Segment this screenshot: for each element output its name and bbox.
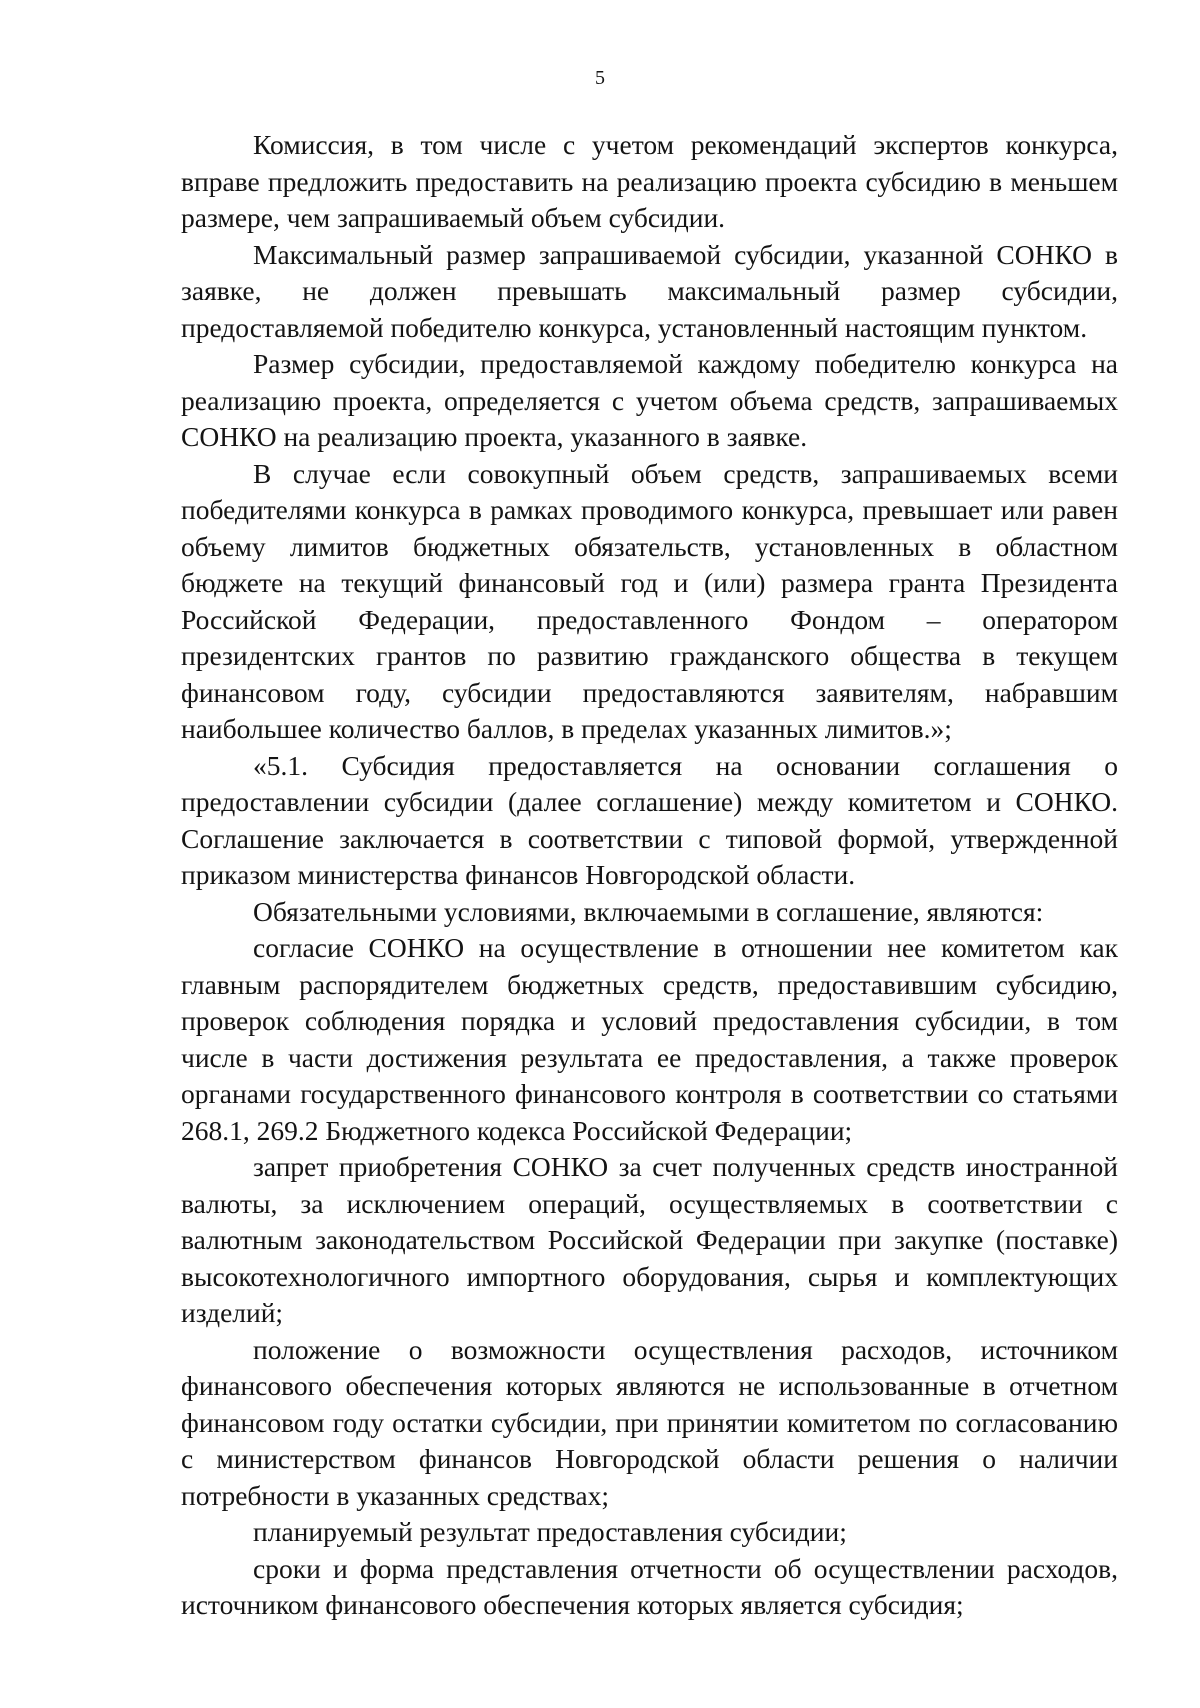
paragraph-mandatory-conditions: Обязательными условиями, включаемыми в соглашение, являются: <box>253 895 1044 927</box>
paragraph-maximum-subsidy: Максимальный размер запрашиваемой субсидии, указанной СОНКО в заявке, не должен превышать максимальный размер субсидии, предоставляемой победителю конкурса, установленный настоящим пунктом. <box>181 238 1118 343</box>
paragraph-commission-right: Комиссия, в том числе с учетом рекомендаций экспертов конкурса, вправе предложить предоставить на реализацию проекта субсидию в меньшем размере, чем запрашиваемый объем субсидии. <box>181 129 1118 233</box>
paragraph-clause-5-1: «5.1. Субсидия предоставляется на основании соглашения о предоставлении субсидии (далее соглашение) между комитетом и СОНКО. Соглашение заключается в соответствии с типовой формой, утвержденной приказом министерства финансов Новгородской области. <box>181 749 1118 890</box>
paragraph-planned-result: планируемый результат предоставления субсидии; <box>253 1516 847 1547</box>
page-number: 5 <box>595 67 605 89</box>
paragraph-consent-to-inspections: согласие СОНКО на осуществление в отношении нее комитетом как главным распорядителем бюджетных средств, предоставившим субсидию, проверок соблюдения порядка и условий предоставления субсидии, в том числе в части достижения результата ее предоставления, а также проверок органами государственного финансового контроля в соответствии со статьями 268.1, 269.2 Бюджетного кодекса Российской Федерации; <box>181 932 1118 1146</box>
paragraph-reporting-terms: сроки и форма представления отчетности об осуществлении расходов, источником финансового обеспечения которых является субсидия; <box>181 1552 1118 1620</box>
paragraph-unused-balances: положение о возможности осуществления расходов, источником финансового обеспечения которых являются не использованные в отчетном финансовом году остатки субсидии, при принятии комитетом по согласованию с министерством финансов Новгородской области решения о наличии потребности в указанных средствах; <box>181 1333 1118 1511</box>
paragraph-subsidy-size: Размер субсидии, предоставляемой каждому победителю конкурса на реализацию проекта, определяется с учетом объема средств, запрашиваемых СОНКО на реализацию проекта, указанного в заявке. <box>181 348 1118 452</box>
paragraph-funds-exceed-limits: В случае если совокупный объем средств, запрашиваемых всеми победителями конкурса в рамках проводимого конкурса, превышает или равен объему лимитов бюджетных обязательств, установленных в областном бюджете на текущий финансовый год и (или) размера гранта Президента Российской Федерации, предоставленного Фондом – оператором президентских грантов по развитию гражданского общества в текущем финансовом году, субсидии предоставляются заявителям, набравшим наибольшее количество баллов, в пределах указанных лимитов.»; <box>181 457 1118 744</box>
paragraph-currency-prohibition: запрет приобретения СОНКО за счет полученных средств иностранной валюты, за исключением операций, осуществляемых в соответствии с валютным законодательством Российской Федерации при закупке (поставке) высокотехнологичного импортного оборудования, сырья и комплектующих изделий; <box>181 1151 1118 1328</box>
document-body <box>181 127 1118 1624</box>
